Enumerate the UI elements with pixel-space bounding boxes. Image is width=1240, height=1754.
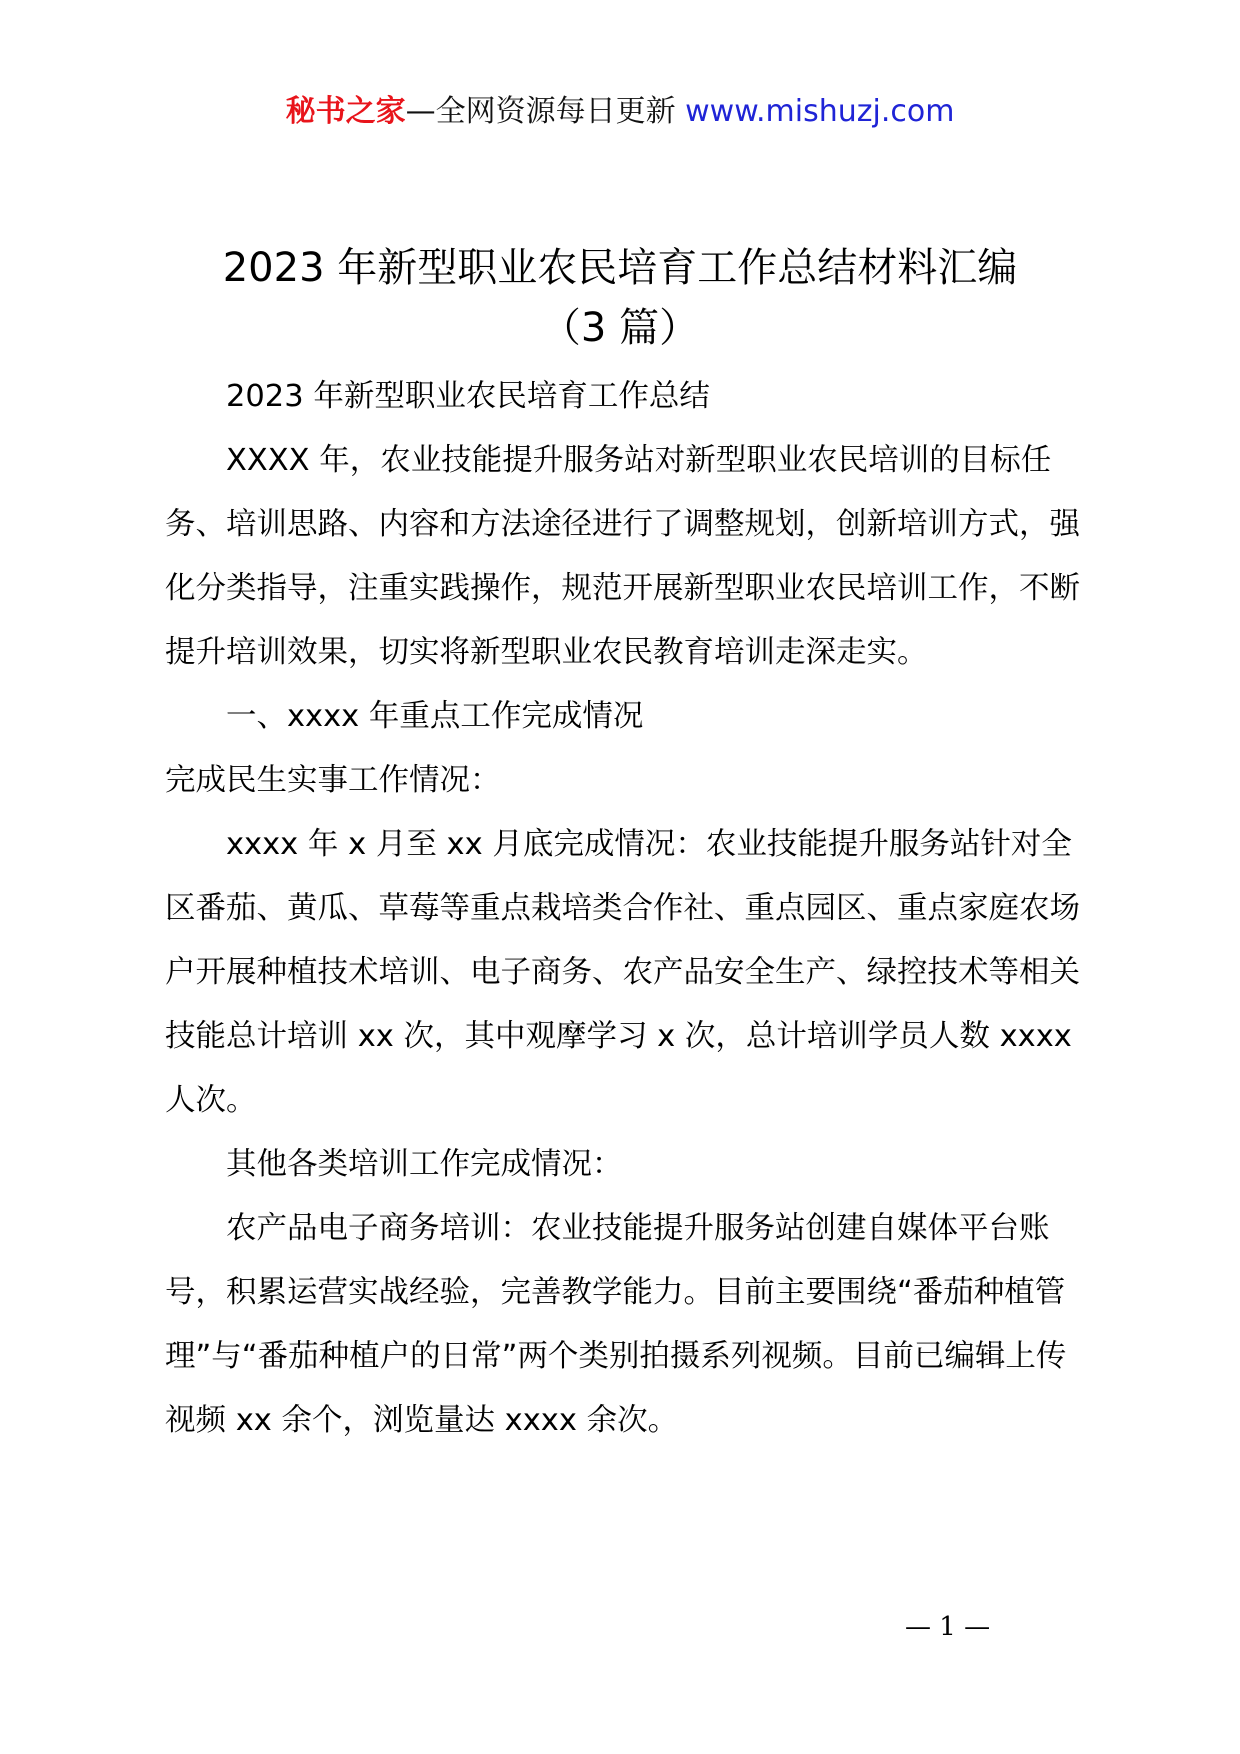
brand-name: 秘书之家 bbox=[285, 94, 406, 129]
body-paragraph: XXXX 年，农业技能提升服务站对新型职业农民培训的目标任务、培训思路、内容和方法途径进行了调整规划，创新培训方式，强化分类指导，注重实践操作，规范开展新型职业农民培训工作，不断提升培训效果，切实将新型职业农民教育培训走深走实。 bbox=[165, 443, 1080, 670]
site-url-link[interactable]: www.mishuzj.com bbox=[685, 94, 955, 129]
document-body bbox=[165, 365, 1085, 1453]
document-title-line-1: 2023 年新型职业农民培育工作总结材料汇编 bbox=[222, 245, 1018, 291]
page-number: — 1 — bbox=[905, 1612, 991, 1642]
sub-heading: 完成民生实事工作情况： bbox=[165, 763, 501, 798]
document-title-line-2: （3 篇） bbox=[540, 305, 700, 351]
document-title bbox=[150, 238, 1090, 358]
section-subtitle: 2023 年新型职业农民培育工作总结 bbox=[226, 379, 710, 414]
body-paragraph: xxxx 年 x 月至 xx 月底完成情况：农业技能提升服务站针对全区番茄、黄瓜、草莓等重点栽培类合作社、重点园区、重点家庭农场户开展种植技术培训、电子商务、农产品安全生产、绿控技术等相关技能总计培训 xx 次，其中观摩学习 x 次，总计培训学员人数 xxxx 人次。 bbox=[165, 827, 1080, 1118]
site-tagline: —全网资源每日更新 bbox=[405, 94, 676, 129]
body-paragraph: 农产品电子商务培训：农业技能提升服务站创建自媒体平台账号，积累运营实战经验，完善教学能力。目前主要围绕“番茄种植管理”与“番茄种植户的日常”两个类别拍摄系列视频。目前已编辑上传视频 xx 余个，浏览量达 xxxx 余次。 bbox=[165, 1211, 1067, 1438]
sub-heading: 其他各类培训工作完成情况： bbox=[226, 1147, 623, 1182]
site-header bbox=[0, 92, 1240, 132]
section-heading: 一、xxxx 年重点工作完成情况 bbox=[226, 699, 644, 734]
